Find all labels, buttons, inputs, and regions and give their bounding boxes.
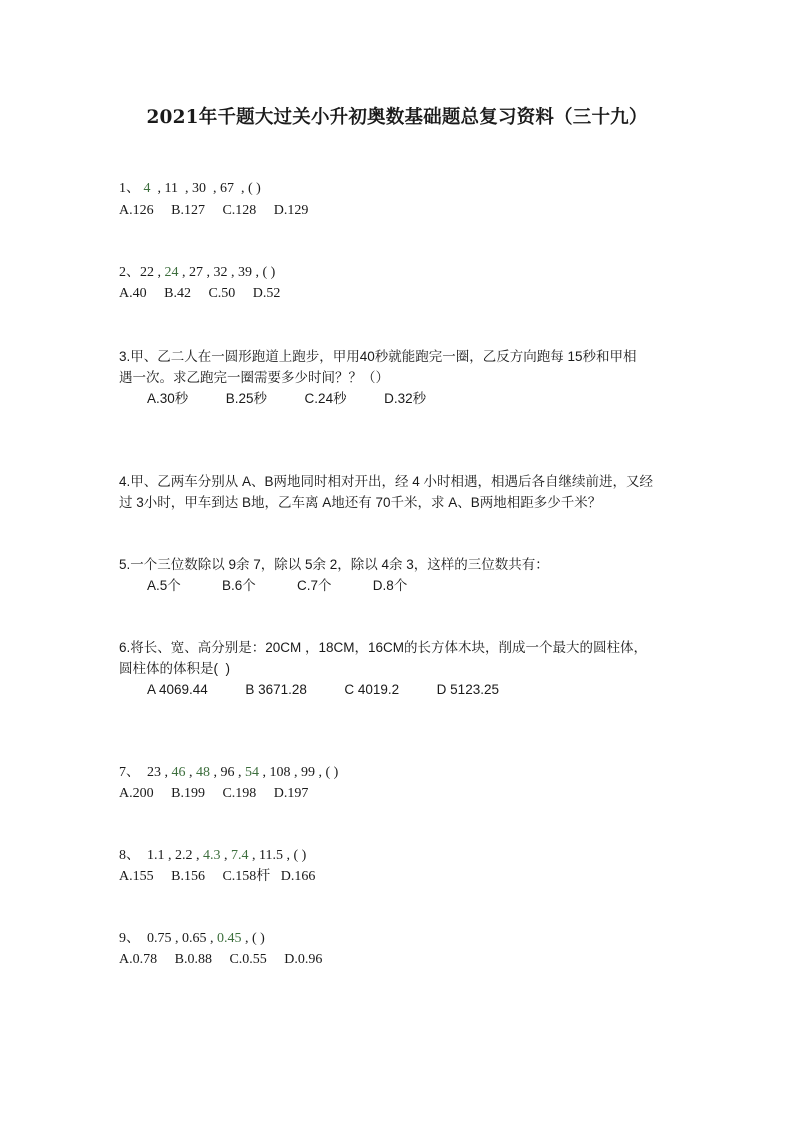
question-4-line-1: 4.甲、乙两车分别从 A、B两地同时相对开出，经 4 小时相遇，相遇后各自继续前进，又经 <box>119 474 654 489</box>
question-6-line-2: 圆柱体的体积是( ) <box>119 661 230 676</box>
question-9-number: 9、 0.75 , 0.65 , <box>119 931 217 946</box>
question-1-number: 1、 <box>119 181 144 196</box>
question-2-term: 24 <box>164 265 179 280</box>
question-9-sequence: 9、 0.75 , 0.65 , 0.45 , ( ) <box>119 931 265 946</box>
question-7-sequence: 7、 23 , 46 , 48 , 96 , 54 , 108 , 99 , ( ) <box>119 765 339 780</box>
question-2-number: 2、22 , <box>119 265 165 280</box>
question-8-options: A.155 B.156 C.158杆 D.166 <box>119 869 316 884</box>
question-5-line-1: 5.一个三位数除以 9余 7，除以 5余 2，除以 4余 3，这样的三位数共有： <box>119 557 549 572</box>
question-1-term: 4 <box>143 181 151 196</box>
page-title: 2021年千题大过关小升初奥数基础题总复习资料（三十九） <box>146 107 648 128</box>
question-6-options: A 4069.44 B 3671.28 C 4019.2 D 5123.25 <box>147 682 499 697</box>
question-2-sequence <box>119 264 275 282</box>
question-1-options: A.126 B.127 C.128 D.129 <box>119 203 309 218</box>
question-1-sequence <box>119 180 261 198</box>
question-1-terms: , 11 , 30 , 67 , ( ) <box>150 181 261 196</box>
question-3-options: A.30秒 B.25秒 C.24秒 D.32秒 <box>147 391 427 406</box>
question-8-sequence: 8、 1.1 , 2.2 , 4.3 , 7.4 , 11.5 , ( ) <box>119 848 307 863</box>
question-7-options: A.200 B.199 C.198 D.197 <box>119 786 309 801</box>
question-2-terms: , 27 , 32 , 39 , ( ) <box>178 265 276 280</box>
question-9-options: A.0.78 B.0.88 C.0.55 D.0.96 <box>119 952 323 967</box>
question-5-options: A.5个 B.6个 C.7个 D.8个 <box>147 578 408 593</box>
question-2-options: A.40 B.42 C.50 D.52 <box>119 286 281 301</box>
question-7-number: 7、 23 , <box>119 765 172 780</box>
question-3-line-2: 遇一次。求乙跑完一圈需要多少时间？？（） <box>119 370 389 385</box>
question-4-line-2: 过 3小时，甲车到达 B地，乙车离 A地还有 70千米，求 A、B两地相距多少千米？ <box>119 495 602 510</box>
question-3-line-1: 3.甲、乙二人在一圆形跑道上跑步，甲用40秒就能跑完一圈，乙反方向跑每 15秒和甲相 <box>119 349 637 364</box>
question-8-number: 8、 1.1 , 2.2 , <box>119 848 203 863</box>
question-6-line-1: 6.将长、宽、高分别是：20CM ，18CM，16CM的长方体木块，削成一个最大的圆柱体， <box>119 640 648 655</box>
